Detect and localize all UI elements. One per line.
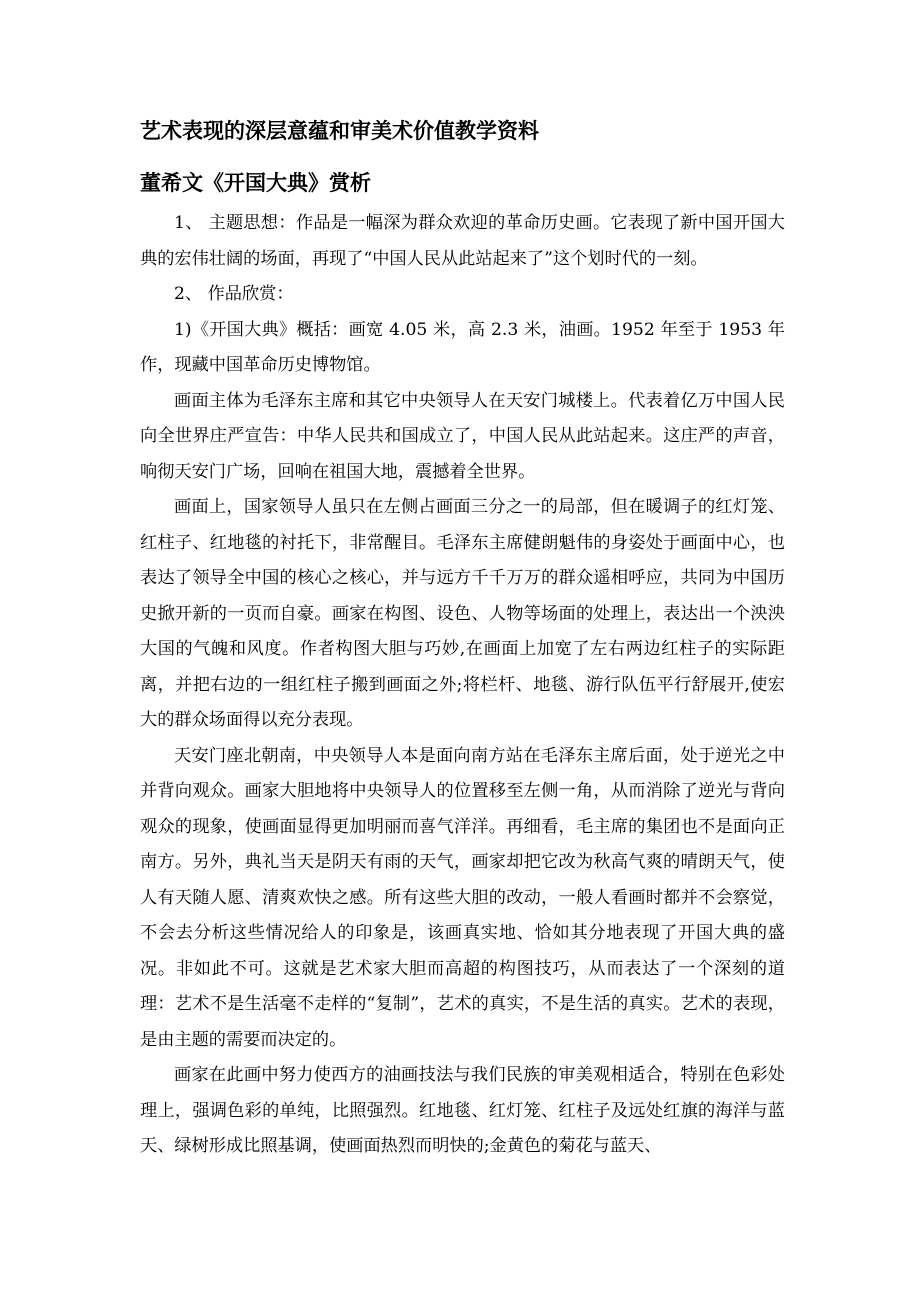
paragraph-color: 画家在此画中努力使西方的油画技法与我们民族的审美观相适合，特别在色彩处理上，强调色彩的单纯，比照强烈。红地毯、红灯笼、红柱子及远处红旗的海洋与蓝天、绿树形成比照基调，使画面热烈而明快的;金黄色的菊花与蓝天、	[140, 1065, 785, 1156]
paragraph-overview: 1)《开国大典》概括：画宽 4.05 米，高 2.3 米，油画。1952 年至于 1953 年作，现藏中国革命历史博物馆。	[140, 319, 785, 375]
paragraph-subject: 画面主体为毛泽东主席和其它中央领导人在天安门城楼上。代表着亿万中国人民向全世界庄严宣告：中华人民共和国成立了，中国人民从此站起来。这庄严的声音，响彻天安门广场，回响在祖国大地，震撼着全世界。	[140, 390, 785, 482]
paragraph-tiananmen: 天安门座北朝南，中央领导人本是面向南方站在毛泽东主席后面，处于逆光之中并背向观众。画家大胆地将中央领导人的位置移至左侧一角，从而消除了逆光与背向观众的现象，使画面显得更加明丽而喜气洋洋。再细看，毛主席的集团也不是面向正南方。另外，典礼当天是阴天有雨的天气，画家却把它改为秋高气爽的晴朗天气，使人有天随人愿、清爽欢快之感。所有这些大胆的改动，一般人看画时都并不会察觉，不会去分析这些情况给人的印象是，该画真实地、恰如其分地表现了开国大典的盛况。非如此不可。这就是艺术家大胆而高超的构图技巧，从而表达了一个深刻的道理：艺术不是生活毫不走样的“复制”，艺术的真实，不是生活的真实。艺术的表现，是由主题的需要而决定的。	[140, 745, 785, 1050]
paragraph-theme: 1、 主题思想：作品是一幅深为群众欢迎的革命历史画。它表现了新中国开国大典的宏伟壮阔的场面，再现了“中国人民从此站起来了”这个划时代的一刻。	[140, 213, 785, 269]
document-title: 艺术表现的深层意蕴和审美术价值教学资料	[140, 119, 539, 143]
document-body	[140, 116, 785, 1165]
paragraph-composition: 画面上，国家领导人虽只在左侧占画面三分之一的局部，但在暖调子的红灯笼、红柱子、红地毯的衬托下，非常醒目。毛泽东主席健朗魁伟的身姿处于画面中心，也表达了领导全中国的核心之核心，并与远方千千万万的群众遥相呼应，共同为中国历史掀开新的一页而自豪。画家在构图、设色、人物等场面的处理上，表达出一个泱泱大国的气魄和风度。作者构图大胆与巧妙,在画面上加宽了左右两边红柱子的实际距离，并把右边的一组红柱子搬到画面之外;将栏杆、地毯、游行队伍平行舒展开,使宏大的群众场面得以充分表现。	[140, 497, 785, 730]
paragraph-appreciation-heading: 2、 作品欣赏：	[174, 284, 294, 304]
document-subtitle: 董希文《开国大典》赏析	[140, 171, 371, 195]
